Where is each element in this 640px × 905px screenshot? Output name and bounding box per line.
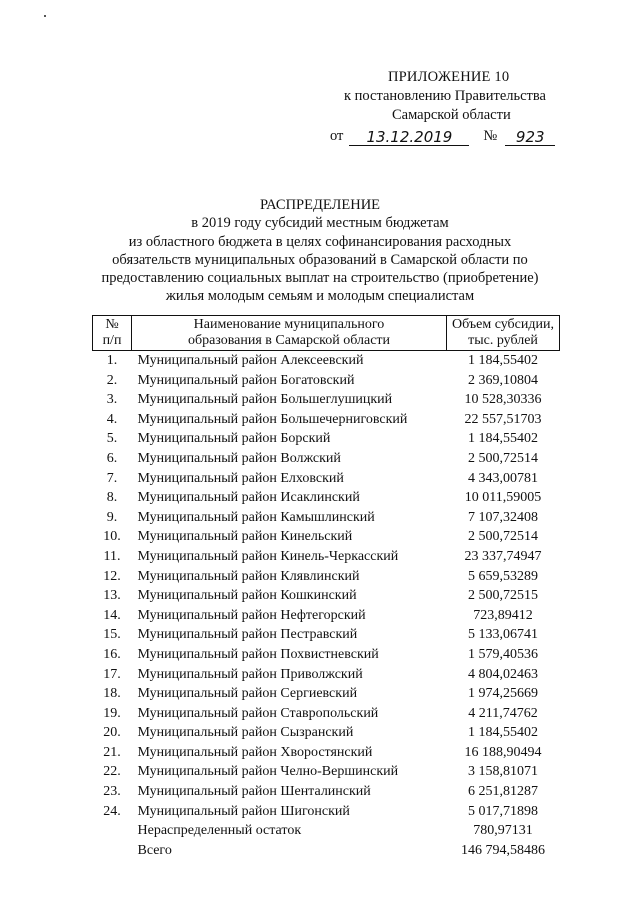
handwritten-date: 13.12.2019 xyxy=(349,129,469,146)
row-number: 12. xyxy=(103,568,121,584)
heading-line: жилья молодым семьям и молодым специалистам xyxy=(165,288,475,305)
table-row xyxy=(93,429,560,449)
table-row xyxy=(93,625,560,645)
row-amount: 4 211,74762 xyxy=(468,705,538,721)
appendix-title: ПРИЛОЖЕНИЕ 10 xyxy=(388,69,510,85)
row-amount: 1 579,40536 xyxy=(468,646,538,662)
row-name: Муниципальный район Большеглушицкий xyxy=(137,392,393,408)
row-number: 10. xyxy=(103,529,121,545)
row-number: 11. xyxy=(103,548,121,564)
heading-line: из областного бюджета в целях софинансирования расходных xyxy=(128,233,512,250)
row-name: Муниципальный район Елховский xyxy=(137,470,344,486)
row-amount: 1 184,55402 xyxy=(468,431,538,447)
row-number: 18. xyxy=(103,686,121,702)
row-amount: 6 251,81287 xyxy=(468,784,538,800)
row-number: 21. xyxy=(103,744,121,760)
row-number: 23. xyxy=(103,784,121,800)
row-number: 5. xyxy=(106,431,118,447)
row-number: 8. xyxy=(106,490,118,506)
row-amount: 4 343,00781 xyxy=(468,470,538,486)
header-amount-line-1: Объем субсидии, xyxy=(452,317,554,332)
row-number: 6. xyxy=(106,450,118,466)
row-amount: 1 974,25669 xyxy=(468,686,538,702)
row-number: 7. xyxy=(106,470,118,486)
table-row xyxy=(93,508,560,528)
row-amount: 5 017,71898 xyxy=(468,803,538,819)
row-number: 1. xyxy=(106,353,118,368)
row-number: 14. xyxy=(103,607,121,623)
row-name: Муниципальный район Борский xyxy=(137,431,331,447)
row-amount: 2 500,72514 xyxy=(468,450,538,466)
table-row xyxy=(93,743,560,763)
row-amount: 5 659,53289 xyxy=(468,568,538,584)
remainder-amount: 780,97131 xyxy=(473,823,533,839)
table-row xyxy=(93,723,560,743)
row-number: 17. xyxy=(103,666,121,682)
row-amount: 2 369,10804 xyxy=(468,372,538,388)
row-name: Муниципальный район Похвистневский xyxy=(137,646,379,662)
heading-lines xyxy=(80,214,560,305)
table-row xyxy=(93,527,560,547)
header-number-line-1: № xyxy=(105,317,119,332)
table-row xyxy=(93,547,560,567)
heading-line: обязательств муниципальных образований в Самарской области по xyxy=(112,251,528,268)
row-amount: 16 188,90494 xyxy=(464,744,542,760)
remainder-row xyxy=(93,821,560,841)
row-amount: 1 184,55402 xyxy=(468,725,538,741)
total-amount: 146 794,58486 xyxy=(461,842,545,858)
total-label: Всего xyxy=(137,842,172,858)
header-number-line-2: п/п xyxy=(102,333,122,348)
appendix-line-1: к постановлению Правительства xyxy=(344,88,546,104)
row-name: Муниципальный район Клявлинский xyxy=(137,568,360,584)
row-name: Муниципальный район Пестравский xyxy=(137,627,358,643)
row-name: Муниципальный район Алексеевский xyxy=(137,353,364,368)
row-name: Муниципальный район Ставропольский xyxy=(137,705,379,721)
row-name: Муниципальный район Сызранский xyxy=(137,725,354,741)
row-name: Муниципальный район Большечерниговский xyxy=(137,411,408,427)
scan-dot xyxy=(44,15,46,17)
table-row xyxy=(93,371,560,391)
row-amount: 23 337,74947 xyxy=(464,548,542,564)
row-number: 16. xyxy=(103,646,121,662)
table-row xyxy=(93,390,560,410)
row-name: Муниципальный район Исаклинский xyxy=(137,490,360,506)
header-amount xyxy=(447,316,560,351)
document-heading xyxy=(80,196,560,306)
row-name: Муниципальный район Нефтегорский xyxy=(137,607,366,623)
row-number: 19. xyxy=(103,705,121,721)
date-prefix: от xyxy=(330,128,344,144)
handwritten-number: 923 xyxy=(505,129,555,146)
heading-title: РАСПРЕДЕЛЕНИЕ xyxy=(259,197,381,213)
row-number: 2. xyxy=(106,372,118,388)
remainder-label: Нераспределенный остаток xyxy=(137,823,302,839)
table-row xyxy=(93,762,560,782)
row-number: 22. xyxy=(103,764,121,780)
row-number: 15. xyxy=(103,627,121,643)
row-amount: 22 557,51703 xyxy=(464,411,542,427)
table-row xyxy=(93,410,560,430)
table-row xyxy=(93,704,560,724)
row-name: Муниципальный район Волжский xyxy=(137,450,341,466)
table-row xyxy=(93,684,560,704)
row-number: 13. xyxy=(103,588,121,604)
table-row xyxy=(93,645,560,665)
header-name-line-2: образования в Самарской области xyxy=(187,333,391,348)
table-row xyxy=(93,351,560,371)
table-row xyxy=(93,802,560,822)
row-name: Муниципальный район Челно-Вершинский xyxy=(137,764,399,780)
row-amount: 2 500,72514 xyxy=(468,529,538,545)
table-row xyxy=(93,567,560,587)
row-name: Муниципальный район Богатовский xyxy=(137,372,355,388)
row-amount: 10 528,30336 xyxy=(464,392,542,408)
table-row xyxy=(93,606,560,626)
number-label: № xyxy=(483,128,498,144)
row-name: Муниципальный район Камышлинский xyxy=(137,509,375,525)
distribution-table xyxy=(92,315,560,860)
row-name: Муниципальный район Шенталинский xyxy=(137,784,371,800)
row-number: 9. xyxy=(106,509,118,525)
row-amount: 723,89412 xyxy=(473,607,533,623)
heading-line: в 2019 году субсидий местным бюджетам xyxy=(191,215,449,232)
row-amount: 1 184,55402 xyxy=(468,353,538,368)
row-name: Муниципальный район Кинель-Черкасский xyxy=(137,548,399,564)
table-row xyxy=(93,469,560,489)
header-name xyxy=(132,316,447,351)
row-amount: 10 011,59005 xyxy=(464,490,542,506)
appendix-block xyxy=(330,68,570,146)
header-name-line-1: Наименование муниципального xyxy=(193,317,385,332)
row-name: Муниципальный район Кинельский xyxy=(137,529,353,545)
row-name: Муниципальный район Хворостянский xyxy=(137,744,373,760)
row-amount: 5 133,06741 xyxy=(468,627,538,643)
header-number xyxy=(93,316,132,351)
heading-line: предоставлению социальных выплат на строительство (приобретение) xyxy=(101,270,539,287)
row-amount: 4 804,02463 xyxy=(468,666,538,682)
table-row xyxy=(93,665,560,685)
header-amount-line-2: тыс. рублей xyxy=(468,333,538,348)
table-row xyxy=(93,586,560,606)
table-row xyxy=(93,449,560,469)
row-number: 4. xyxy=(106,411,118,427)
appendix-line-2: Самарской области xyxy=(392,107,511,123)
row-number: 24. xyxy=(103,803,121,819)
table-row xyxy=(93,782,560,802)
appendix-date-line xyxy=(330,127,570,146)
row-name: Муниципальный район Приволжский xyxy=(137,666,363,682)
row-amount: 3 158,81071 xyxy=(468,764,538,780)
row-number: 3. xyxy=(106,392,118,408)
row-name: Муниципальный район Кошкинский xyxy=(137,588,357,604)
table-body xyxy=(93,351,560,822)
row-number: 20. xyxy=(103,725,121,741)
row-name: Муниципальный район Шигонский xyxy=(137,803,350,819)
row-amount: 7 107,32408 xyxy=(468,509,538,525)
total-row xyxy=(93,841,560,861)
table-header-row xyxy=(93,316,560,351)
table-row xyxy=(93,488,560,508)
row-name: Муниципальный район Сергиевский xyxy=(137,686,358,702)
row-amount: 2 500,72515 xyxy=(468,588,538,604)
